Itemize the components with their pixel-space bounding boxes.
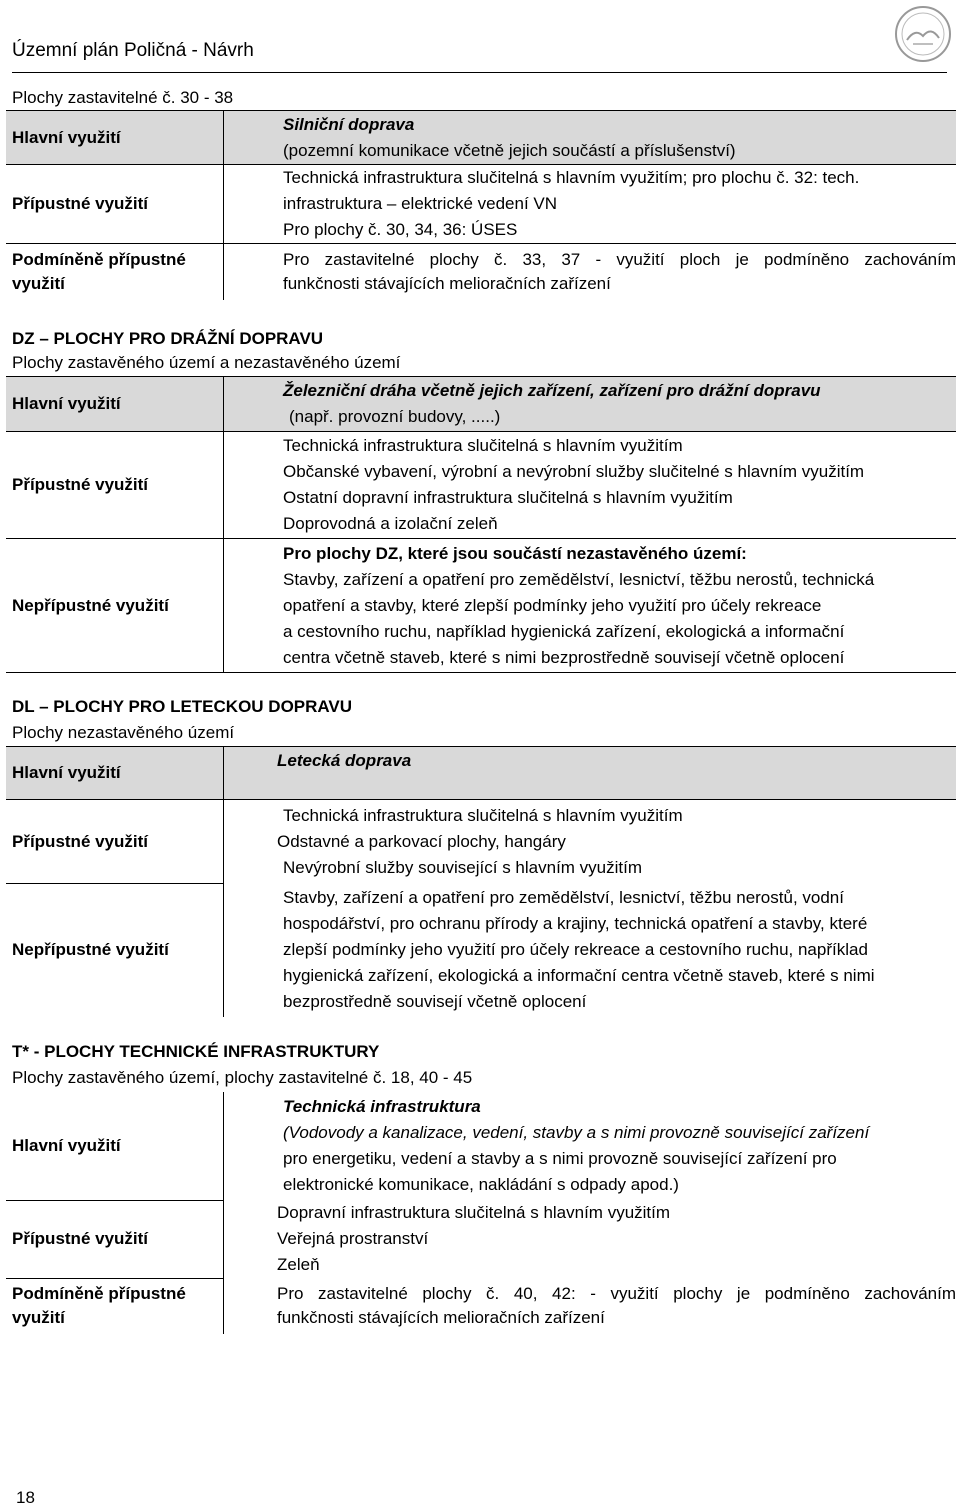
- main-use-line: Technická infrastruktura: [283, 1097, 481, 1116]
- section3-subtitle: Plochy nezastavěného území: [12, 723, 235, 742]
- forbidden-use-line: Pro plochy DZ, které jsou součástí nezastavěného území:: [283, 543, 747, 563]
- row-label-permitted-use: Přípustné využití: [6, 432, 224, 539]
- permitted-use-line: Ostatní dopravní infrastruktura slučitelná s hlavním využitím: [283, 488, 733, 507]
- conditional-use-line: funkčnosti stávajících melioračních zařízení: [277, 1308, 605, 1327]
- permitted-use-line: Technická infrastruktura slučitelná s hlavním využitím: [283, 436, 683, 455]
- main-use-line: (pozemní komunikace včetně jejich součástí a příslušenství): [283, 140, 736, 160]
- main-use-line: Železniční dráha včetně jejich zařízení, zařízení pro drážní dopravu: [283, 381, 821, 400]
- main-use-line: (např. provozní budovy, .....): [289, 407, 501, 426]
- row-label-main-use: Hlavní využití: [6, 377, 224, 432]
- forbidden-use-line: zlepší podmínky jeho využití pro účely rekreace a cestovního ruchu, například: [283, 940, 868, 959]
- permitted-use-line: Zeleň: [277, 1255, 320, 1274]
- section1-table: [6, 110, 956, 300]
- row-label-forbidden-use: Nepřípustné využití: [6, 539, 224, 673]
- main-use-line: elektronické komunikace, nakládání s odpady apod.): [283, 1175, 679, 1194]
- forbidden-use-line: centra včetně staveb, které s nimi bezprostředně souvisejí včetně oplocení: [283, 647, 845, 667]
- row-label-main-use: Hlavní využití: [6, 111, 224, 165]
- label-part: využití: [12, 273, 65, 293]
- permitted-use-line: Technická infrastruktura slučitelná s hlavním využitím; pro plochu č. 32: tech.: [283, 168, 860, 187]
- main-use-line: pro energetiku, vedení a stavby a s nimi provozně související zařízení pro: [283, 1149, 837, 1168]
- row-label-main-use: Hlavní využití: [6, 1092, 224, 1200]
- permitted-use-line: Nevýrobní služby související s hlavním využitím: [283, 857, 643, 877]
- section3-title: DL – PLOCHY PRO LETECKOU DOPRAVU: [12, 697, 353, 716]
- row-label-permitted-use: Přípustné využití: [6, 800, 224, 884]
- forbidden-use-line: Stavby, zařízení a opatření pro zemědělství, lesnictví, těžbu nerostů, technická: [283, 569, 875, 589]
- section4-subtitle: Plochy zastavěného území, plochy zastavitelné č. 18, 40 - 45: [12, 1068, 473, 1087]
- conditional-use-line: Pro zastavitelné plochy č. 40, 42: - využití plochy je podmíněno zachováním: [277, 1284, 956, 1303]
- permitted-use-line: Odstavné a parkovací plochy, hangáry: [277, 831, 566, 851]
- page-number: 18: [16, 1488, 35, 1507]
- main-use-line: (Vodovody a kanalizace, vedení, stavby a s nimi provozně související zařízení: [283, 1123, 870, 1142]
- main-use-line: Letecká doprava: [277, 751, 412, 770]
- row-label-conditional-use: [6, 1278, 224, 1334]
- label-part: využití: [12, 1308, 65, 1328]
- page-header: [12, 36, 947, 73]
- row-label-conditional-use: [6, 244, 224, 300]
- section3-table: [6, 746, 956, 1017]
- conditional-use-line: Pro zastavitelné plochy č. 33, 37 - využití ploch je podmíněno zachováním: [283, 249, 956, 269]
- forbidden-use-line: a cestovního ruchu, například hygienická zařízení, ekologická a informační: [283, 621, 845, 641]
- section1-subtitle: Plochy zastavitelné č. 30 - 38: [12, 88, 234, 107]
- forbidden-use-line: bezprostředně souvisejí včetně oplocení: [283, 992, 587, 1011]
- forbidden-use-line: Stavby, zařízení a opatření pro zemědělství, lesnictví, těžbu nerostů, vodní: [283, 888, 844, 907]
- permitted-use-line: Pro plochy č. 30, 34, 36: ÚSES: [283, 220, 518, 239]
- forbidden-use-line: hospodářství, pro ochranu přírody a krajiny, technická opatření a stavby, které: [283, 914, 868, 933]
- permitted-use-line: infrastruktura – elektrické vedení VN: [283, 194, 558, 213]
- permitted-use-line: Občanské vybavení, výrobní a nevýrobní služby slučitelné s hlavním využitím: [283, 462, 865, 481]
- permitted-use-line: Doprovodná a izolační zeleň: [283, 514, 498, 533]
- section2-table: [6, 376, 956, 673]
- label-part: Podmíněně přípustné: [12, 249, 186, 269]
- row-label-permitted-use: Přípustné využití: [6, 1200, 224, 1278]
- forbidden-use-line: opatření a stavby, které zlepší podmínky jeho využití pro účely rekreace: [283, 595, 822, 615]
- municipality-seal-logo: [893, 4, 953, 64]
- section2-title: DZ – PLOCHY PRO DRÁŽNÍ DOPRAVU: [12, 329, 324, 348]
- permitted-use-line: Technická infrastruktura slučitelná s hlavním využitím: [283, 805, 683, 825]
- document-title: Územní plán Poličná - Návrh: [12, 40, 254, 61]
- label-part: Podmíněně přípustné: [12, 1284, 186, 1304]
- row-label-permitted-use: Přípustné využití: [6, 165, 224, 244]
- row-label-forbidden-use: Nepřípustné využití: [6, 884, 224, 1017]
- section4-table: [6, 1092, 956, 1334]
- forbidden-use-line: hygienická zařízení, ekologická a informační centra včetně staveb, které s nimi: [283, 966, 875, 985]
- section4-title: T* - PLOCHY TECHNICKÉ INFRASTRUKTURY: [12, 1042, 380, 1061]
- conditional-use-line: funkčnosti stávajících melioračních zařízení: [283, 273, 611, 293]
- main-use-line: Silniční doprava: [283, 114, 415, 134]
- permitted-use-line: Dopravní infrastruktura slučitelná s hlavním využitím: [277, 1203, 671, 1222]
- permitted-use-line: Veřejná prostranství: [277, 1229, 429, 1248]
- section2-subtitle: Plochy zastavěného území a nezastavěného území: [12, 353, 401, 372]
- row-label-main-use: Hlavní využití: [6, 747, 224, 800]
